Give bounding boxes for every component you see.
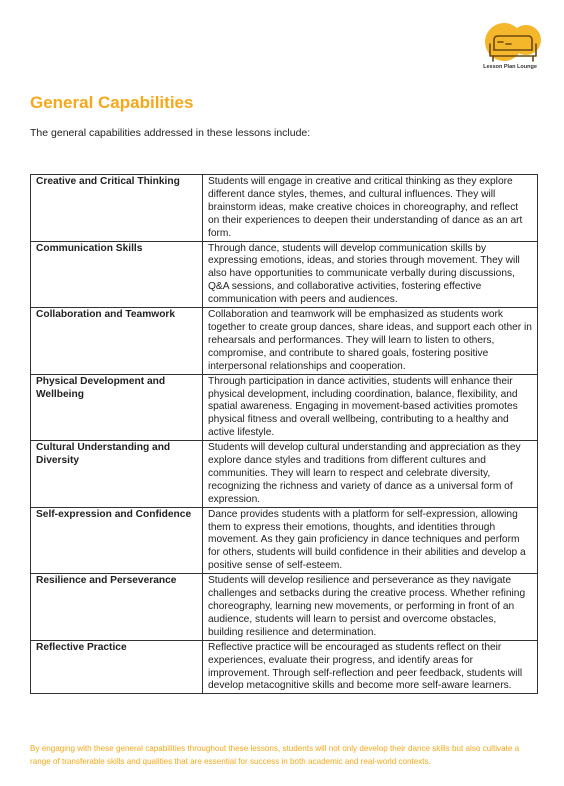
- table-row: [31, 175, 538, 242]
- capability-name: Self-expression and Confidence: [31, 507, 203, 574]
- logo-text: Lesson Plan Lounge: [483, 64, 537, 70]
- capability-description: Students will engage in creative and critical thinking as they explore different dance styles, themes, and cultural influences. They will brainstorm ideas, make creative choices in choreography, and reflect on their experiences to deepen their understanding of dance as an art form.: [203, 175, 538, 242]
- intro-text: The general capabilities addressed in these lessons include:: [30, 127, 311, 139]
- capability-description: Reflective practice will be encouraged as students reflect on their experiences, evaluate their progress, and identify areas for improvement. Through self-reflection and peer feedback, students will develop metacognitive skills and become more self-aware learners.: [203, 640, 538, 694]
- page-title: General Capabilities: [30, 93, 194, 112]
- table-row: [31, 441, 538, 508]
- capability-description: Students will develop resilience and perseverance as they navigate challenges and setbacks during the creative process. Whether refining choreography, learning new movements, or performing in front of an audience, students will learn to persist and overcome obstacles, building resilience and determination.: [203, 574, 538, 641]
- capability-description: Through dance, students will develop communication skills by expressing emotions, ideas, and stories through movement. They will also have opportunities to communicate verbally during discussions, Q&A sessions, and collaborative activities, fostering effective communication with peers and audiences.: [203, 241, 538, 308]
- closing-note: By engaging with these general capabilities throughout these lessons, students will not only develop their dance skills but also cultivate a range of transferable skills and qualities that are essential for success in both academic and real-world contexts.: [30, 744, 520, 766]
- table-row: [31, 507, 538, 574]
- capability-name: Communication Skills: [31, 241, 203, 308]
- capability-description: Collaboration and teamwork will be emphasized as students work together to create group dances, share ideas, and support each other in rehearsals and performances. They will learn to listen to others, compromise, and contribute to shared goals, fostering positive interpersonal relationships and cooperation.: [203, 308, 538, 375]
- table-row: [31, 574, 538, 641]
- capabilities-table: [30, 174, 538, 694]
- capability-description: Students will develop cultural understanding and appreciation as they explore dance styles and traditions from different cultures and communities. They will learn to respect and celebrate diversity, recognizing the richness and variety of dance as a universal form of expression.: [203, 441, 538, 508]
- capability-description: Through participation in dance activities, students will enhance their physical development, including coordination, balance, flexibility, and spatial awareness. Engaging in movement-based activities promotes physical fitness and overall wellbeing, contributing to a healthy and active lifestyle.: [203, 374, 538, 441]
- capability-name: Resilience and Perseverance: [31, 574, 203, 641]
- table-row: [31, 308, 538, 375]
- capability-name: Physical Development and Wellbeing: [31, 374, 203, 441]
- capability-name: Reflective Practice: [31, 640, 203, 694]
- capability-description: Dance provides students with a platform for self-expression, allowing them to express their emotions, thoughts, and identities through movement. As they gain proficiency in dance techniques and perform for others, students will build confidence in their abilities and develop a positive sense of self-esteem.: [203, 507, 538, 574]
- capability-name: Collaboration and Teamwork: [31, 308, 203, 375]
- capability-name: Creative and Critical Thinking: [31, 175, 203, 242]
- table-row: [31, 640, 538, 694]
- table-row: [31, 374, 538, 441]
- capability-name: Cultural Understanding and Diversity: [31, 441, 203, 508]
- table-row: [31, 241, 538, 308]
